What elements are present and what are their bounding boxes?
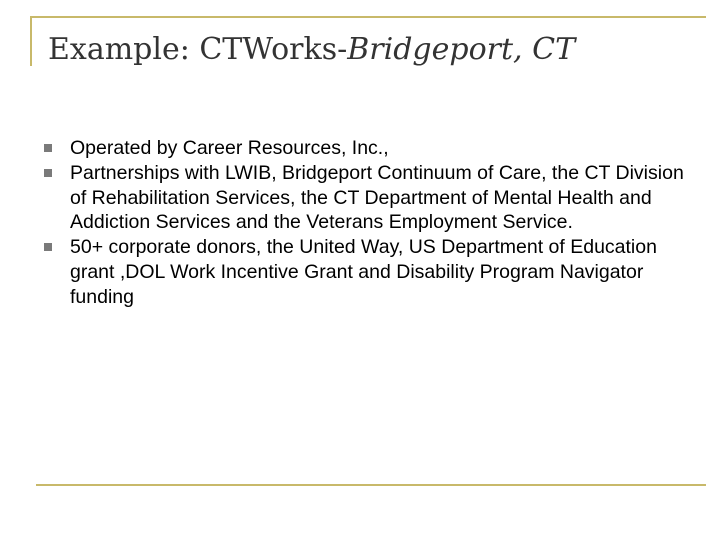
bullet-text: Operated by Career Resources, Inc., [70, 137, 389, 159]
bullet-text: 50+ corporate donors, the United Way, US Department of Education grant ,DOL Work Incentive Grant and Disability Program Navigator funding [70, 236, 657, 308]
slide-title [48, 32, 575, 67]
bullet-list [44, 136, 694, 310]
bullet-item [44, 235, 694, 309]
bullet-item [44, 136, 694, 161]
square-bullet-icon [44, 169, 52, 177]
square-bullet-icon [44, 243, 52, 251]
left-rule [30, 16, 32, 66]
square-bullet-icon [44, 144, 52, 152]
slide-title-main: Example: CTWorks- [48, 32, 348, 67]
bullet-text: Partnerships with LWIB, Bridgeport Continuum of Care, the CT Division of Rehabilitation Services, the CT Department of Mental Health and Addiction Services and the Veterans Employment Service. [70, 161, 684, 234]
top-rule [30, 16, 706, 18]
slide-title-italic: Bridgeport, CT [347, 32, 576, 67]
bullet-item [44, 161, 694, 235]
bottom-rule [36, 484, 706, 486]
